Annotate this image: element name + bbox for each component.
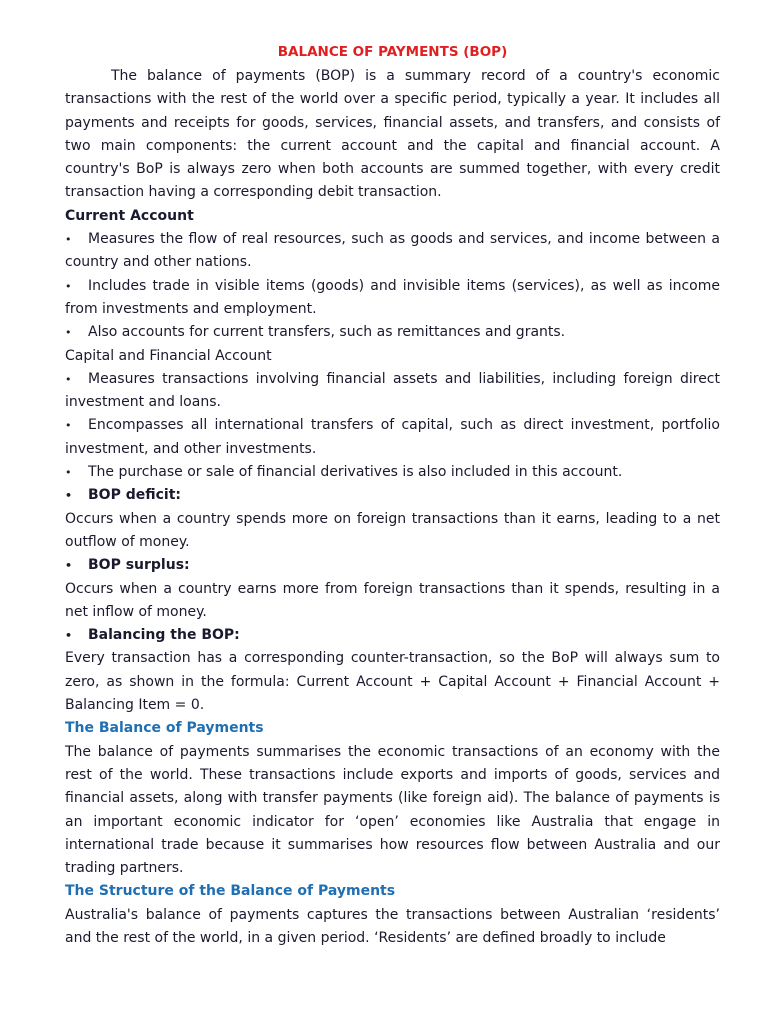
bullet-icon: • [65,279,72,293]
balancing-list [65,624,720,647]
list-item: • The purchase or sale of financial derivatives is also included in this account. [65,461,720,484]
bullet-icon: • [65,419,72,433]
bop-deficit-text: Occurs when a country spends more on foreign transactions than it earns, leading to a net outflow of money. [65,510,720,550]
document-title: BALANCE OF PAYMENTS (BOP) [277,44,508,60]
list-item: • Measures transactions involving financial assets and liabilities, including foreign direct investment and loans. [65,368,720,415]
section-structure-text: Australia's balance of payments captures the transactions between Australian ‘residents’ and the rest of the world, in a given period. ‘Residents’ are defined broadly to include [65,906,720,946]
current-account-list [65,228,720,344]
bop-surplus-text: Occurs when a country earns more from foreign transactions than it spends, resulting in a net inflow of money. [65,580,720,620]
document-body [65,42,720,950]
section-bop-heading: The Balance of Payments [65,720,264,737]
list-item: • Also accounts for current transfers, such as remittances and grants. [65,321,720,344]
capital-account-heading: Capital and Financial Account [65,347,272,364]
balancing-text: Every transaction has a corresponding counter-transaction, so the BoP will always sum to zero, as shown in the formula: Current Account + Capital Account + Financial Account + Balancing Item = 0. [65,650,720,714]
bullet-icon: • [65,372,72,386]
bop-deficit-heading: • BOP deficit: [65,484,720,507]
bop-surplus-heading: • BOP surplus: [65,554,720,577]
bullet-icon: • [65,466,72,480]
list-item: • Includes trade in visible items (goods) and invisible items (services), as well as income from investments and employment. [65,275,720,322]
bullet-icon: • [65,233,72,247]
current-account-heading: Current Account [65,207,194,224]
balancing-heading: • Balancing the BOP: [65,624,720,647]
bop-deficit-list [65,484,720,507]
section-bop-text: The balance of payments summarises the economic transactions of an economy with the rest of the world. These transactions include exports and imports of goods, services and financial assets, along with transfer payments (like foreign aid). The balance of payments is an important economic indicator for ‘open’ economies like Australia that engage in international trade because it summarises how resources flow between Australia and our trading partners. [65,743,720,877]
section-structure-heading: The Structure of the Balance of Payments [65,883,396,900]
bullet-icon: • [65,629,73,643]
list-item: • Encompasses all international transfers of capital, such as direct investment, portfolio investment, and other investments. [65,414,720,461]
capital-account-list [65,368,720,484]
bullet-icon: • [65,489,73,503]
intro-paragraph: The balance of payments (BOP) is a summary record of a country's economic transactions with the rest of the world over a specific period, typically a year. It includes all payments and receipts for goods, services, financial assets, and transfers, and consists of two main components: the current account and the capital and financial account. A country's BoP is always zero when both accounts are summed together, with every credit transaction having a corresponding debit transaction. [65,68,720,201]
bullet-icon: • [65,559,73,573]
list-item: • Measures the flow of real resources, such as goods and services, and income between a country and other nations. [65,228,720,275]
bullet-icon: • [65,326,72,340]
bop-surplus-list [65,554,720,577]
